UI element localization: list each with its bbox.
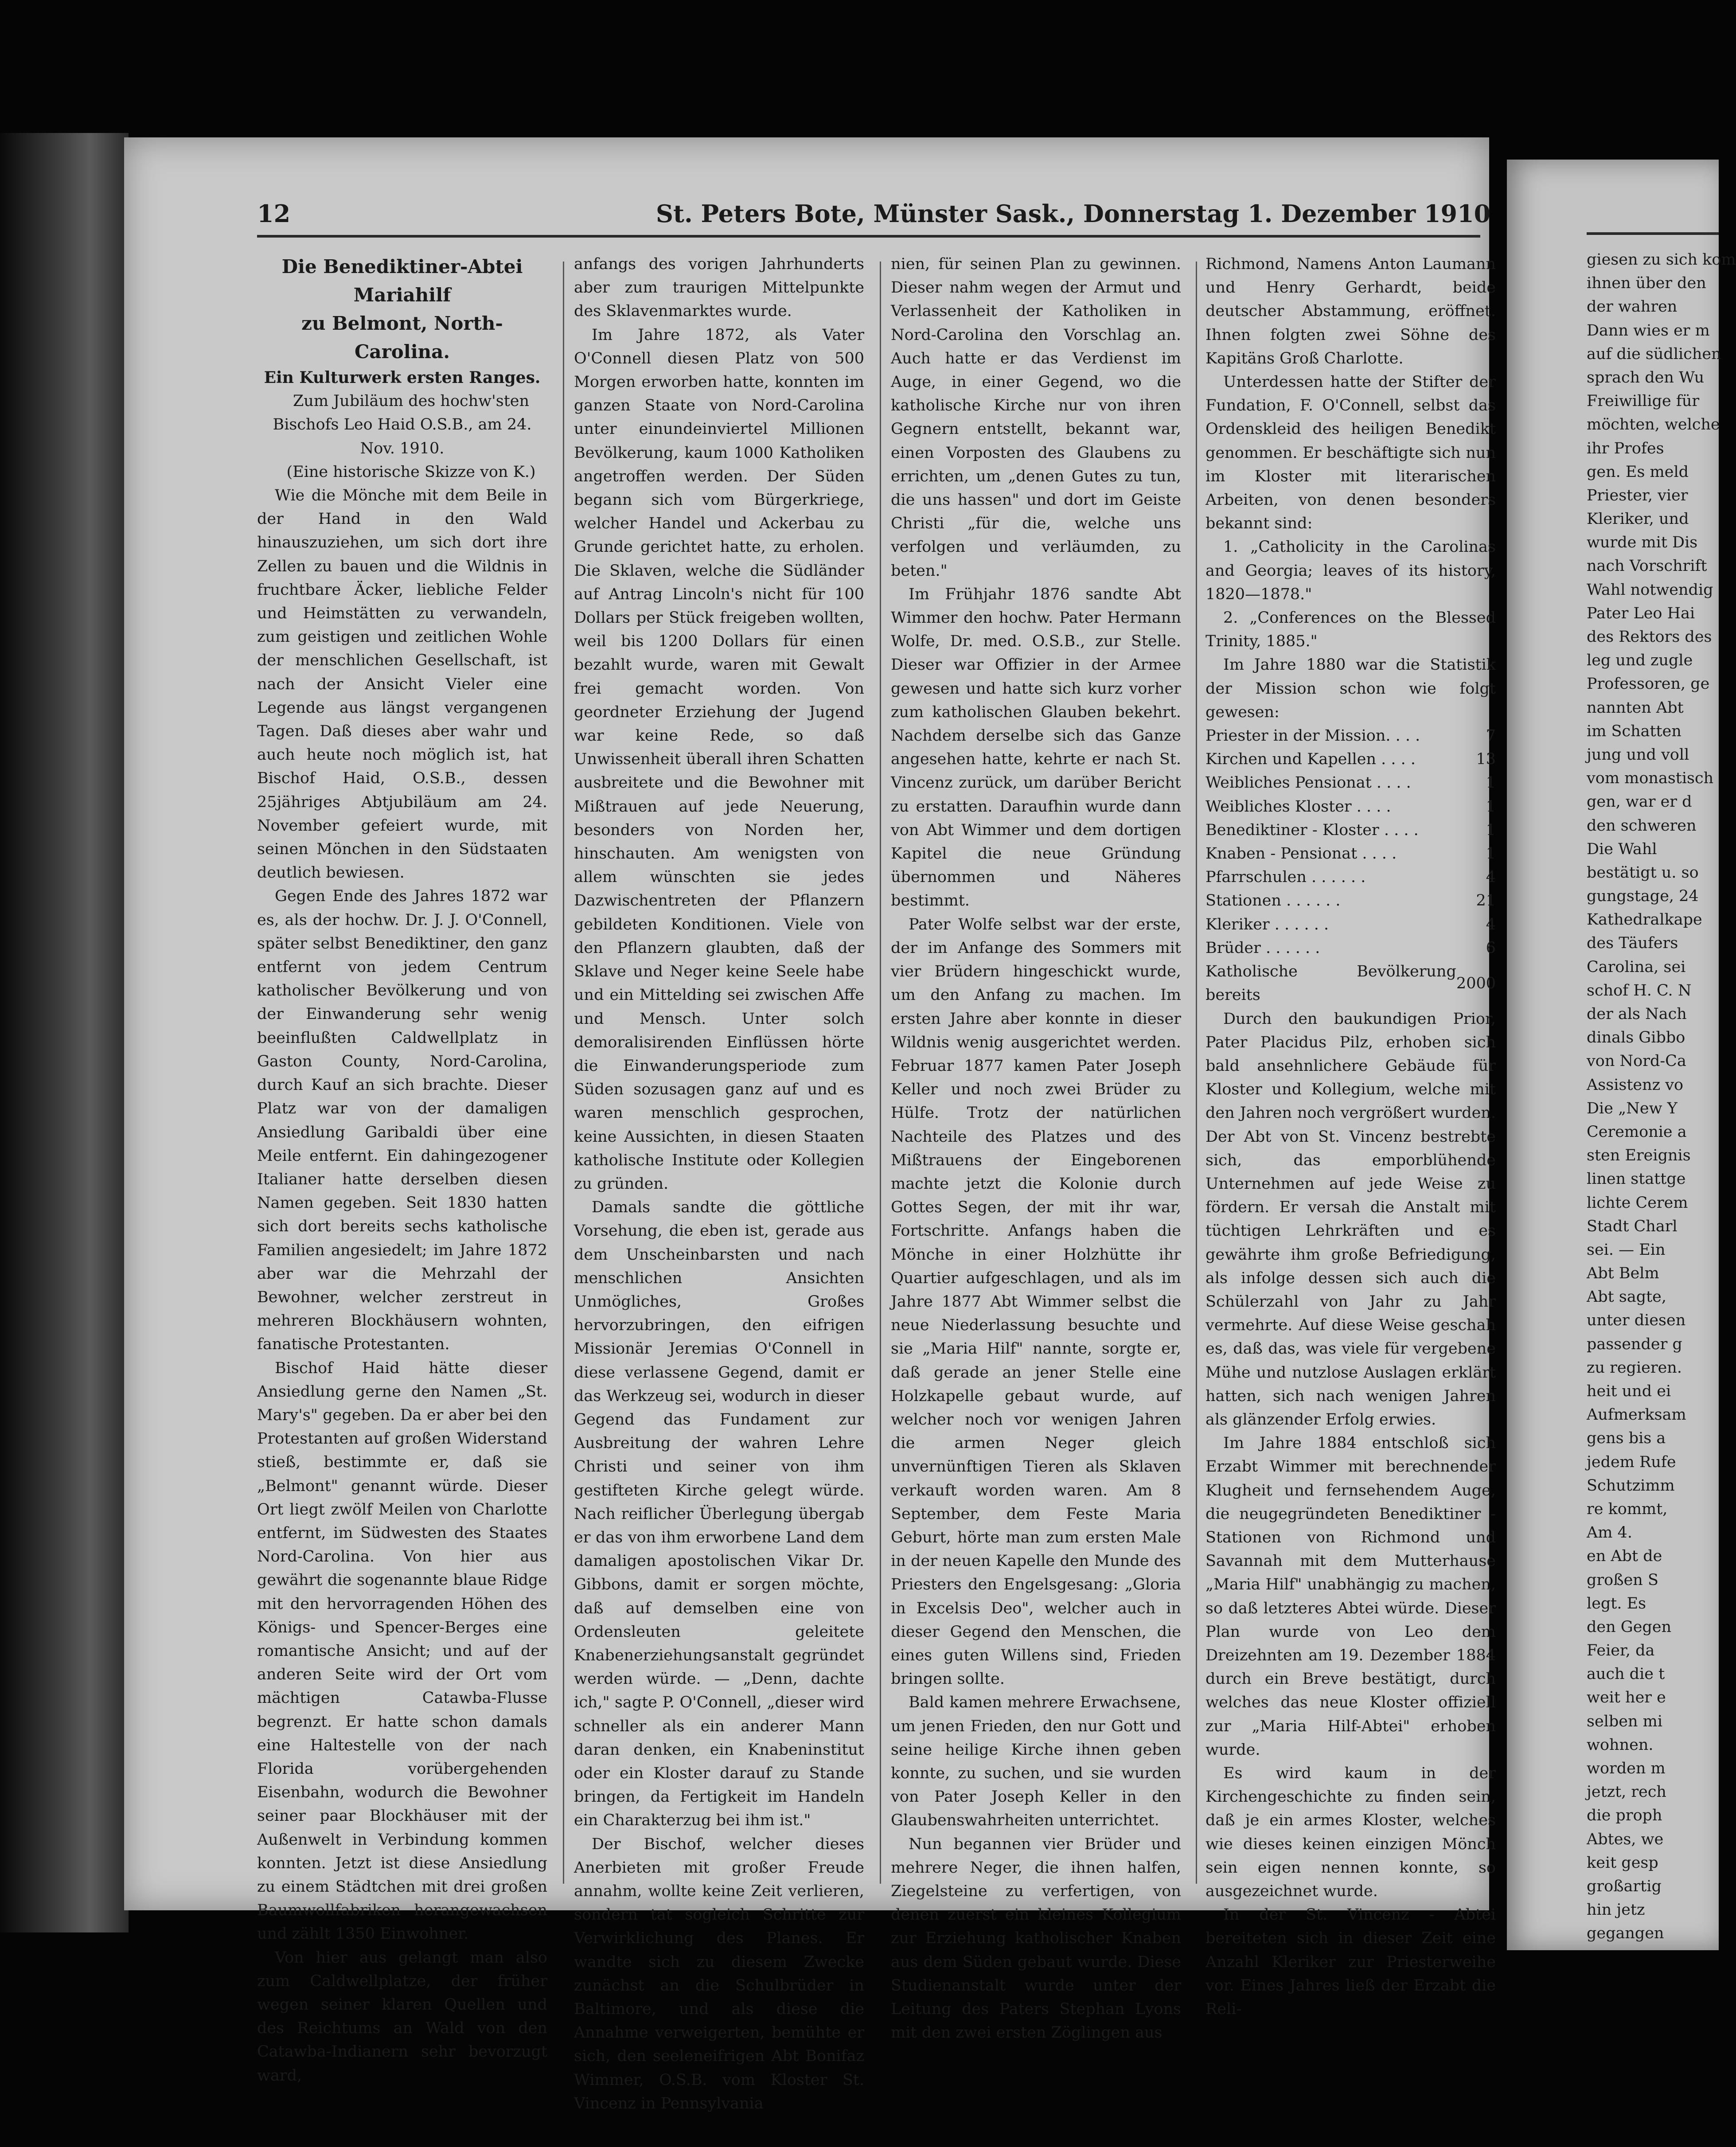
paragraph: Im Jahre 1880 war die Statistik der Mission schon wie folgt gewesen: bbox=[1205, 656, 1496, 721]
facing-page-line: sten Ereignis bbox=[1587, 1147, 1691, 1165]
facing-page-line: auch die t bbox=[1587, 1665, 1665, 1683]
article-title-line-2: zu Belmont, North-Carolina. bbox=[301, 312, 503, 363]
facing-page-line: Abt sagte, bbox=[1587, 1288, 1667, 1306]
article-columns bbox=[257, 253, 1496, 2112]
facing-page-line: möchten, welche bbox=[1587, 416, 1720, 434]
statistics-label: Weibliches Kloster . . . . bbox=[1205, 797, 1391, 816]
statistics-value: 2000 bbox=[1456, 974, 1496, 992]
facing-page-line: Kleriker, und bbox=[1587, 510, 1689, 528]
statistics-row bbox=[1205, 960, 1496, 1007]
facing-page-header-rule bbox=[1587, 232, 1719, 235]
facing-page-line: jung und voll bbox=[1587, 746, 1689, 764]
facing-page-line: vom monastisch bbox=[1587, 769, 1714, 788]
facing-page-text bbox=[1587, 248, 1736, 1946]
facing-page-line: Priester, vier bbox=[1587, 486, 1688, 504]
facing-page-line: sprach den Wu bbox=[1587, 368, 1705, 386]
statistics-label: Kirchen und Kapellen . . . . bbox=[1205, 750, 1416, 769]
facing-page-line: im Schatten bbox=[1587, 722, 1681, 740]
facing-page-line: bestätigt u. so bbox=[1587, 863, 1699, 882]
column-rule bbox=[1196, 262, 1197, 1884]
column-2 bbox=[574, 253, 864, 2112]
facing-page-line: passender g bbox=[1587, 1335, 1682, 1353]
facing-page-line: giesen zu sich kom bbox=[1587, 251, 1736, 269]
facing-page-line: Freiwillige für bbox=[1587, 392, 1700, 410]
statistics-row bbox=[1205, 842, 1496, 866]
statistics-label: Katholische Bevölkerung bereits bbox=[1205, 963, 1456, 1004]
facing-page-line: des Rektors des bbox=[1587, 628, 1712, 646]
facing-page-line: gen. Es meld bbox=[1587, 463, 1689, 481]
statistics-label: Benediktiner - Kloster . . . . bbox=[1205, 821, 1419, 839]
page-header bbox=[257, 199, 1491, 238]
facing-page-line: weit her e bbox=[1587, 1689, 1666, 1707]
statistics-value: 7 bbox=[1486, 727, 1496, 745]
facing-page-line: Schutzimm bbox=[1587, 1476, 1675, 1495]
statistics-label: Priester in der Mission. . . . bbox=[1205, 727, 1420, 745]
paragraph: Bald kamen mehrere Erwachsene, um jenen Frieden, den nur Gott und seine heilige Kirche ihnen geben konnte, zu suchen, und sie wurden von Pater Joseph Keller in den Glaubenswahrheiten unterrichtet. bbox=[891, 1694, 1181, 1830]
facing-page-line: großen S bbox=[1587, 1571, 1658, 1589]
facing-page-line: linen stattge bbox=[1587, 1170, 1686, 1188]
paragraph: Nun begannen vier Brüder und mehrere Neger, die ihnen halfen, Ziegelsteine zu verfertigen, von denen zuerst ein kleines Kollegium zur Erziehung katholischer Knaben aus dem Süden gebaut wurde. Diese Studienanstalt wurde unter der Leitung des Paters Stephan Lyons mit den zwei ersten Zöglingen aus bbox=[891, 1835, 1181, 2042]
facing-page-line: Dann wies er m bbox=[1587, 321, 1710, 340]
article-note: (Eine historische Skizze von K.) bbox=[286, 463, 536, 481]
facing-page-line: Stadt Charl bbox=[1587, 1217, 1677, 1235]
paragraph: Durch den baukundigen Prior, Pater Placidus Pilz, erhoben sich bald ansehnlichere Gebäude für Kloster und Kollegium, welche mit den Jahren noch vergrößert wurden. Der Abt von St. Vincenz bestrebte sich, das emporblühende Unternehmen auf jede Weise zu fördern. Er versah die Anstalt mit tüchtigen Lehrkräften und es gewährte ihm große Befriedigung, als infolge dessen sich auch die Schülerzahl von Jahr zu Jahr vermehrte. Auf diese Weise geschah es, daß das, was viele für vergebene Mühe und nutzlose Auslagen erklärt hatten, sich nach wenigen Jahren als glänzender Erfolg erwies. bbox=[1205, 1010, 1496, 1429]
statistics-row bbox=[1205, 748, 1496, 771]
paragraph: Im Frühjahr 1876 sandte Abt Wimmer den hochw. Pater Hermann Wolfe, Dr. med. O.S.B., zur Stelle. Dieser war Offizier in der Armee gewesen und hatte sich kurz vorher zum katholischen Glauben bekehrt. Nachdem derselbe sich das Ganze angesehen hatte, kehrte er nach St. Vincenz zurück, um darüber Bericht zu erstatten. Daraufhin wurde dann von Abt Wimmer und dem dortigen Kapitel die neue Gründung übernommen und Näheres bestimmt. bbox=[891, 585, 1181, 910]
column-1 bbox=[257, 253, 547, 2085]
facing-page-line: gen, war er d bbox=[1587, 793, 1692, 811]
facing-page-line: heit und ei bbox=[1587, 1382, 1671, 1400]
facing-page-line: legt. Es bbox=[1587, 1594, 1646, 1612]
statistics-label: Weibliches Pensionat . . . . bbox=[1205, 774, 1411, 792]
facing-page-line: zu regieren. bbox=[1587, 1358, 1682, 1377]
facing-page-line: unter diesen bbox=[1587, 1312, 1686, 1330]
facing-page-line: des Täufers bbox=[1587, 934, 1678, 952]
facing-page-line: jetzt, rech bbox=[1587, 1783, 1666, 1801]
facing-page-line: gegangen bbox=[1587, 1924, 1664, 1943]
facing-page-line: keit gesp bbox=[1587, 1854, 1658, 1872]
statistics-value: 1 bbox=[1486, 774, 1496, 792]
facing-page-line: Kathedralkape bbox=[1587, 911, 1702, 929]
statistics-row bbox=[1205, 724, 1496, 748]
statistics-row bbox=[1205, 937, 1496, 960]
paragraph: Damals sandte die göttliche Vorsehung, die eben ist, gerade aus dem Unscheinbarsten und nach menschlichen Ansichten Unmögliches, Großes hervorzubringen, den eifrigen Missionär Jeremias O'Connell in diese verlassene Gegend, damit er das Werkzeug sei, wodurch in dieser Gegend das Fundament zur Ausbreitung der wahren Lehre Christi und seiner von ihm gestifteten Kirche gelegt würde. Nach reiflicher Überlegung übergab er das von ihm erworbene Land dem damaligen apostolischen Vikar Dr. Gibbons, damit er sorgen möchte, daß auf demselben eine von Ordensleuten geleitete Knabenerziehungsanstalt gegründet werden würde. — „Denn, dachte ich," sagte P. O'Connell, „dieser wird schneller als ein anderer Mann daran denken, ein Knabeninstitut oder ein Kloster darauf zu Stande bringen, da Fertigkeit im Handeln ein Charakterzug bei ihm ist." bbox=[574, 1198, 864, 1830]
facing-page-line: Professoren, ge bbox=[1587, 675, 1710, 693]
newspaper-page bbox=[124, 137, 1496, 2112]
statistics-value: 1 bbox=[1486, 845, 1496, 863]
paragraph: Es wird kaum in der Kirchengeschichte zu finden sein, daß je ein armes Kloster, welches wie dieses keinen einzigen Mönch sein eigen nennen konnte, so ausgezeichnet wurde. bbox=[1205, 1764, 1496, 1901]
facing-page-line: Abtes, we bbox=[1587, 1830, 1664, 1848]
facing-page-line: Aufmerksam bbox=[1587, 1406, 1686, 1424]
facing-page-line: ihr Profes bbox=[1587, 439, 1664, 457]
paragraph: anfangs des vorigen Jahrhunderts aber zum traurigen Mittelpunkte des Sklavenmarktes wurde. bbox=[574, 255, 864, 320]
facing-page-line: nannten Abt bbox=[1587, 699, 1684, 717]
paragraph: Bischof Haid hätte dieser Ansiedlung gerne den Namen „St. Mary's" gegeben. Da er aber bei den Protestanten auf großen Widerstand stieß, bestimmte er, daß sie „Belmont" genannt würde. Dieser Ort liegt zwölf Meilen von Charlotte entfernt, im Südwesten des Staates Nord-Carolina. Von hier aus gewährt die sogenannte blaue Ridge mit den hervorragenden Höhen des Königs- und Spencer-Berges eine romantische Ansicht; und auf der anderen Seite wird der Ort vom mächtigen Catawba-Flusse begrenzt. Er hatte schon damals eine Haltestelle von der nach Florida vorübergehenden Eisenbahn, wodurch die Bewohner seiner paar Blockhäuser mit der Außenwelt in Verbindung kommen konnten. Jetzt ist diese Ansiedlung zu einem Städtchen mit drei großen Baumwollfabriken herangewachsen und zählt 1350 Einwohner. bbox=[257, 1359, 547, 1943]
statistics-row bbox=[1205, 913, 1496, 937]
facing-page bbox=[1507, 160, 1736, 1950]
facing-page-line: großartig bbox=[1587, 1877, 1662, 1895]
paragraph: Gegen Ende des Jahres 1872 war es, als der hochw. Dr. J. J. O'Connell, später selbst Benediktiner, den ganz entfernt von jedem Centrum katholischer Bevölkerung und von der Einwanderung sehr wenig beeinflußten Caldwellplatz in Gaston County, Nord-Carolina, durch Kauf an sich brachte. Dieser Platz war von der damaligen Ansiedlung Garibaldi über eine Meile entfernt. Ein dahingezogener Italianer hatte derselben diesen Namen gegeben. Seit 1830 hatten sich dort bereits sechs katholische Familien angesiedelt; im Jahre 1872 aber war die Mehrzahl der Bewohner, welcher zerstreut in mehreren Blockhäusern wohnten, fanatische Protestanten. bbox=[257, 887, 547, 1354]
statistics-value: 13 bbox=[1476, 750, 1496, 769]
column-rule bbox=[880, 262, 881, 1884]
statistics-label: Kleriker . . . . . . bbox=[1205, 915, 1329, 933]
statistics-row bbox=[1205, 771, 1496, 795]
facing-page-line: leg und zugle bbox=[1587, 652, 1693, 670]
paragraph: Im Jahre 1884 entschloß sich Erzabt Wimmer mit berechnender Klugheit und fernsehendem Auge, die neugegründeten Benediktiner - Stationen von Richmond und Savannah mit dem Mutterhause „Maria Hilf" unabhängig zu machen, so daß letzteres Abtei würde. Dieser Plan wurde von Leo dem Dreizehnten am 19. Dezember 1884 durch ein Breve bestätigt, durch welches das neue Kloster offiziell zur „Maria Hilf-Abtei" erhoben wurde. bbox=[1205, 1434, 1496, 1759]
facing-page-line: Pater Leo Hai bbox=[1587, 604, 1695, 622]
paragraph: Unterdessen hatte der Stifter der Fundation, F. O'Connell, selbst das Ordenskleid des heiligen Benedikt genommen. Er beschäftigte sich nun im Kloster mit literarischen Arbeiten, von denen besonders bekannt sind: bbox=[1205, 373, 1496, 533]
statistics-label: Knaben - Pensionat . . . . bbox=[1205, 845, 1397, 863]
article-title-line-1: Die Benediktiner-Abtei Mariahilf bbox=[281, 256, 523, 306]
paragraph: Richmond, Namens Anton Laumann und Henry Gerhardt, beide deutscher Abstammung, eröffnet. Ihnen folgten zwei Söhne des Kapitäns Groß Charlotte. bbox=[1205, 255, 1496, 367]
facing-page-line: ihnen über den bbox=[1587, 274, 1706, 293]
facing-page-line: den schweren bbox=[1587, 816, 1697, 835]
statistics-label: Pfarrschulen . . . . . . bbox=[1205, 868, 1366, 886]
facing-page-line: sei. — Ein bbox=[1587, 1241, 1666, 1259]
article-dedication: Zum Jubiläum des hochw'sten Bischofs Leo Haid O.S.B., am 24. Nov. 1910. bbox=[273, 392, 532, 457]
statistics-row bbox=[1205, 795, 1496, 819]
paragraph: Im Jahre 1872, als Vater O'Connell diesen Platz von 500 Morgen erworben hatte, konnten im ganzen Staate von Nord-Carolina unter einundeinviertel Millionen Bevölkerung, kaum 1000 Katholiken angetroffen werden. Der Süden begann sich vom Bürgerkriege, welcher Handel und Ackerbau zu Grunde gerichtet hatte, zu erholen. Die Sklaven, welche die Südländer auf Antrag Lincoln's nicht für 100 Dollars per Stück freigeben wollten, weil bis 1200 Dollars für einen bezahlt wurde, waren mit Gewalt frei gemacht worden. Von geordneter Erziehung der Jugend war keine Rede, so daß Unwissenheit überall ihren Schatten ausbreitete und die Bewohner mit Mißtrauen auf jede Neuerung, besonders von Norden her, hinschauten. Am wenigsten von allem wünschten sie jedes Dazwischentreten der Pflanzern gebildeten Konditionen. Viele von den Pflanzern glaubten, daß der Sklave und Neger keine Seele habe und ein Mittelding sei zwischen Affe und Mensch. Unter solch demoralisirenden Einflüssen hörte die Einwanderungsperiode zum Süden sozusagen ganz auf und es waren menschlich gesprochen, keine Aussichten, in diesen Staaten katholische Institute oder Kollegien zu gründen. bbox=[574, 326, 864, 1193]
paragraph: 1. „Catholicity in the Carolinas and Georgia; leaves of its history, 1820—1878." bbox=[1205, 538, 1496, 603]
facing-page-line: jedem Rufe bbox=[1587, 1453, 1676, 1471]
facing-page-line: wurde mit Dis bbox=[1587, 534, 1698, 552]
facing-page-line: Am 4. bbox=[1587, 1524, 1632, 1542]
facing-page-line: dinals Gibbo bbox=[1587, 1029, 1685, 1047]
statistics-label: Stationen . . . . . . bbox=[1205, 892, 1341, 910]
facing-page-line: der als Nach bbox=[1587, 1005, 1687, 1023]
statistics-value: 6 bbox=[1486, 939, 1496, 957]
facing-page-line: Die Wahl bbox=[1587, 840, 1657, 858]
facing-page-line: en Abt de bbox=[1587, 1547, 1662, 1565]
facing-page-line: den Gegen bbox=[1587, 1618, 1672, 1636]
facing-page-line: lichte Cerem bbox=[1587, 1194, 1688, 1212]
paragraph: In der St. Vincenz - Abtei bereiteten sich in dieser Zeit eine Anzahl Kleriker zur Priesterweihe vor. Eines Jahres ließ der Erzabt die Reli- bbox=[1205, 1906, 1496, 2018]
facing-page-line: von Nord-Ca bbox=[1587, 1052, 1686, 1070]
statistics-value: 4 bbox=[1486, 868, 1496, 886]
facing-page-line: Wahl notwendig bbox=[1587, 581, 1713, 599]
facing-page-line: gens bis a bbox=[1587, 1429, 1666, 1448]
column-rule bbox=[563, 262, 564, 1884]
statistics-value: 4 bbox=[1486, 915, 1496, 933]
paragraph: 2. „Conferences on the Blessed Trinity, 1885." bbox=[1205, 609, 1496, 651]
paragraph: nien, für seinen Plan zu gewinnen. Dieser nahm wegen der Armut und Verlassenheit der Katholiken in Nord-Carolina den Vorschlag an. Auch hatte er das Verdienst im Auge, in einer Gegend, wo die katholische Kirche nur von ihren Gegnern entstellt, bekannt war, einen Vorposten des Glaubens zu errichten, um „denen Gutes zu tun, die uns hassen" und dort im Geiste Christi „für die, welche uns verfolgen und verläumden, zu beten." bbox=[891, 255, 1181, 580]
statistics-row bbox=[1205, 866, 1496, 889]
facing-page-line: wohnen. bbox=[1587, 1736, 1654, 1754]
paragraph: Der Bischof, welcher dieses Anerbieten mit großer Freude annahm, wollte keine Zeit verlieren, sondern tat sogleich Schritte zur Verwirklichung des Planes. Er wandte sich zu diesem Zwecke zunächst an die Schulbrüder in Baltimore, und als diese die Annahme verweigerten, bemühte er sich, den seeleneifrigen Abt Bonifaz Wimmer, O.S.B. vom Kloster St. Vincenz in Pennsylvania bbox=[574, 1835, 864, 2112]
facing-page-line: re kommt, bbox=[1587, 1500, 1668, 1518]
statistics-table bbox=[1205, 724, 1496, 1007]
facing-page-line: Feier, da bbox=[1587, 1642, 1655, 1660]
paragraph: Wie die Mönche mit dem Beile in der Hand in den Wald hinauszuziehen, um sich dort ihre Zellen zu bauen und die Wildnis in fruchtbare Äcker, liebliche Felder und Heimstätten zu verwandeln, zum geistigen und zeitlichen Wohle der menschlichen Gesellschaft, ist nach der Ansicht Vieler eine Legende aus längst vergangenen Tagen. Daß dieses aber wahr und auch heute noch möglich ist, hat Bischof Haid, O.S.B., dessen 25jähriges Abtjubiläum am 24. November gefeiert wurde, mit seinen Mönchen in den Südstaaten deutlich bewiesen. bbox=[257, 487, 547, 882]
facing-page-line: gungstage, 24 bbox=[1587, 887, 1699, 906]
facing-page-line: nach Vorschrift bbox=[1587, 557, 1707, 575]
statistics-row bbox=[1205, 889, 1496, 913]
book-binding bbox=[0, 133, 129, 1932]
statistics-value: 21 bbox=[1476, 892, 1496, 910]
facing-page-line: auf die südlichen bbox=[1587, 345, 1721, 363]
facing-page-line: schof H. C. N bbox=[1587, 981, 1692, 999]
facing-page-line: Ceremonie a bbox=[1587, 1123, 1687, 1141]
column-3 bbox=[891, 253, 1181, 2042]
facing-page-line: die proph bbox=[1587, 1807, 1662, 1825]
facing-page-line: Abt Belm bbox=[1587, 1265, 1659, 1283]
facing-page-line: hin jetz bbox=[1587, 1901, 1645, 1919]
facing-page-line: Carolina, sei bbox=[1587, 958, 1686, 976]
statistics-value: 1 bbox=[1486, 797, 1496, 816]
facing-page-line: Die „New Y bbox=[1587, 1099, 1677, 1117]
facing-page-line: der wahren bbox=[1587, 298, 1677, 316]
masthead: St. Peters Bote, Münster Sask., Donnerstag 1. Dezember 1910 bbox=[656, 199, 1491, 228]
page-number: 12 bbox=[257, 199, 291, 228]
facing-page-line: selben mi bbox=[1587, 1712, 1663, 1730]
article-subtitle: Ein Kulturwerk ersten Ranges. bbox=[264, 368, 541, 387]
statistics-value: 1 bbox=[1486, 821, 1496, 839]
facing-page-line: worden m bbox=[1587, 1760, 1666, 1777]
paragraph: Von hier aus gelangt man also zum Caldwellplatze, der früher wegen seiner klaren Quellen und des Reichtums an Wald von den Catawba-Indianern sehr bevorzugt ward, bbox=[257, 1948, 547, 2085]
paragraph: Pater Wolfe selbst war der erste, der im Anfange des Sommers mit vier Brüdern hingeschickt wurde, um den Anfang zu machen. Im ersten Jahre aber konnte in dieser Wildnis wenig ausgerichtet werden. Februar 1877 kamen Pater Joseph Keller und noch zwei Brüder zu Hülfe. Trotz der natürlichen Nachteile des Platzes und des Mißtrauens der Eingeborenen machte jetzt die Kolonie durch Gottes Segen, der mit ihr war, Fortschritte. Anfangs haben die Mönche in einer Holzhütte ihr Quartier aufgeschlagen, und als im Jahre 1877 Abt Wimmer selbst die neue Niederlassung besuchte und sie „Maria Hilf" nannte, sorgte er, daß gerade an jener Stelle eine Holzkapelle gebaut wurde, auf welcher noch vor wenigen Jahren die armen Neger gleich unvernünftigen Tieren als Sklaven verkauft worden waren. Am 8 September, dem Feste Maria Geburt, hörte man zum ersten Male in der neuen Kapelle den Munde des Priesters den Engelsgesang: „Gloria in Excelsis Deo", welcher auch in dieser Gegend den Menschen, die eines guten Willens sind, Frieden bringen sollte. bbox=[891, 915, 1181, 1688]
facing-page-line: Assistenz vo bbox=[1587, 1076, 1684, 1094]
column-4 bbox=[1205, 253, 1496, 2018]
statistics-label: Brüder . . . . . . bbox=[1205, 939, 1320, 957]
statistics-row bbox=[1205, 819, 1496, 842]
